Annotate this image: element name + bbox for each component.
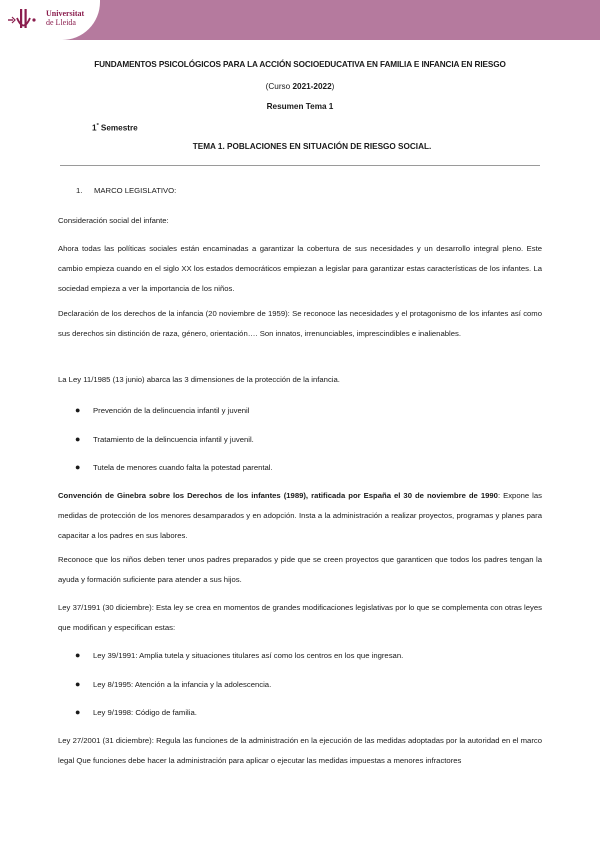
paragraph-4-lead: Convención de Ginebra sobre los Derechos de los infantes (1989), ratificada por España el 30 de noviembre de 1990: [58, 491, 498, 500]
logo-line-1: Universitat: [46, 9, 85, 18]
paragraph-7-lead: Ley 27/2001 (31 diciembre): [58, 736, 152, 745]
list-item-text: Tutela de menores cuando falta la potestad parental.: [93, 463, 273, 472]
semester-sup: º: [96, 123, 99, 129]
list-item-text: Tratamiento de la delincuencia infantil y juvenil.: [93, 435, 254, 444]
university-emblem-icon: [4, 6, 44, 34]
course-line: [0, 82, 600, 91]
paragraph-2: [58, 304, 542, 344]
paragraph-3-lead: La Ley 11/1985 (13 junio): [58, 375, 145, 384]
summary-title: Resumen Tema 1: [266, 102, 334, 111]
paragraph-6-lead: Ley 37/1991 (30 diciembre): [58, 603, 152, 612]
section-title: MARCO LEGISLATIVO:: [94, 186, 177, 195]
section-number: 1.: [76, 186, 83, 195]
list-item: [75, 707, 197, 717]
paragraph-4-rest: : Expone las medidas de protección de los menores desamparados y en adopción. Insta a la administración a realizar proyectos, programas y planes para capacitar a los padres en sus labores.: [58, 491, 542, 540]
bullet-icon: ●: [75, 650, 81, 660]
bullet-icon: ●: [75, 707, 81, 717]
list-item: [75, 434, 254, 444]
semester-num: 1: [92, 123, 97, 133]
document-title: FUNDAMENTOS PSICOLÓGICOS PARA LA ACCIÓN SOCIOEDUCATIVA EN FAMILIA E INFANCIA EN RIESGO: [94, 60, 506, 69]
paragraph-6-rest: : Esta ley se crea en momentos de grandes modificaciones legislativas por lo que se complementa con otras leyes que modifican y especifican estas:: [58, 603, 542, 632]
list-item: [75, 650, 403, 660]
logo-line-2: de Lleida: [46, 18, 76, 27]
bullet-icon: ●: [75, 679, 81, 689]
paragraph-1: Ahora todas las políticas sociales están encaminadas a garantizar la cobertura de sus necesidades y un desarrollo integral pleno. Este cambio empieza cuando en el siglo XX los estados democráticos empiezan a legislar para garantizar estas características de los infantes. La sociedad empieza a ver la importancia de los niños.: [58, 244, 542, 293]
paragraph-3-rest: abarca las 3 dimensiones de la protección de la infancia.: [144, 375, 340, 384]
semester: [92, 123, 138, 133]
bullet-icon: ●: [75, 434, 81, 444]
paragraph-7-rest: : Regula las funciones de la administración en la ejecución de las medidas adoptadas por la autoridad en el marco legal Que funciones debe hacer la administración para aplicar o ejecutar las medidas impuestas a menores infractores: [58, 736, 543, 765]
topic-heading: TEMA 1. POBLACIONES EN SITUACIÓN DE RIESGO SOCIAL.: [192, 142, 432, 151]
course-open: (Curso: [265, 82, 293, 91]
paragraph-2-rest: : Se reconoce las necesidades y el protagonismo de los infantes así como sus derechos sin distinción de raza, género, orientación…. Son innatos, irrenunciables, imprescindibles e inalienables.: [58, 309, 542, 338]
section-heading: [76, 186, 176, 195]
paragraph-6: [58, 598, 542, 638]
paragraph-4: [58, 486, 542, 546]
divider: [60, 165, 540, 166]
bullet-icon: ●: [75, 405, 81, 415]
course-close: ): [331, 82, 335, 91]
list-item-text: Ley 9/1998: Código de familia.: [93, 708, 197, 717]
paragraph-5: Reconoce que los niños deben tener unos padres preparados y pide que se creen proyectos que garanticen que todos los padres tengan la ayuda y formación suficiente para atender a sus hijos.: [58, 555, 542, 584]
paragraph-3: [58, 370, 542, 390]
paragraph-2-lead: Declaración de los derechos de la infancia (20 noviembre de 1959): [58, 309, 288, 318]
subheading: Consideración social del infante:: [58, 216, 169, 225]
list-item: [75, 462, 273, 472]
list-item: [75, 405, 249, 415]
list-item-text: Prevención de la delincuencia infantil y juvenil: [93, 406, 250, 415]
list-item: [75, 679, 271, 689]
course-year: 2021-2022: [292, 82, 332, 91]
list-item-text: Ley 8/1995: Atención a la infancia y la adolescencia.: [93, 680, 272, 689]
semester-word: Semestre: [98, 123, 138, 133]
paragraph-7: [58, 731, 542, 771]
bullet-icon: ●: [75, 462, 81, 472]
list-item-text: Ley 39/1991: Amplia tutela y situaciones titulares así como los centros en los que ingresan.: [93, 651, 404, 660]
